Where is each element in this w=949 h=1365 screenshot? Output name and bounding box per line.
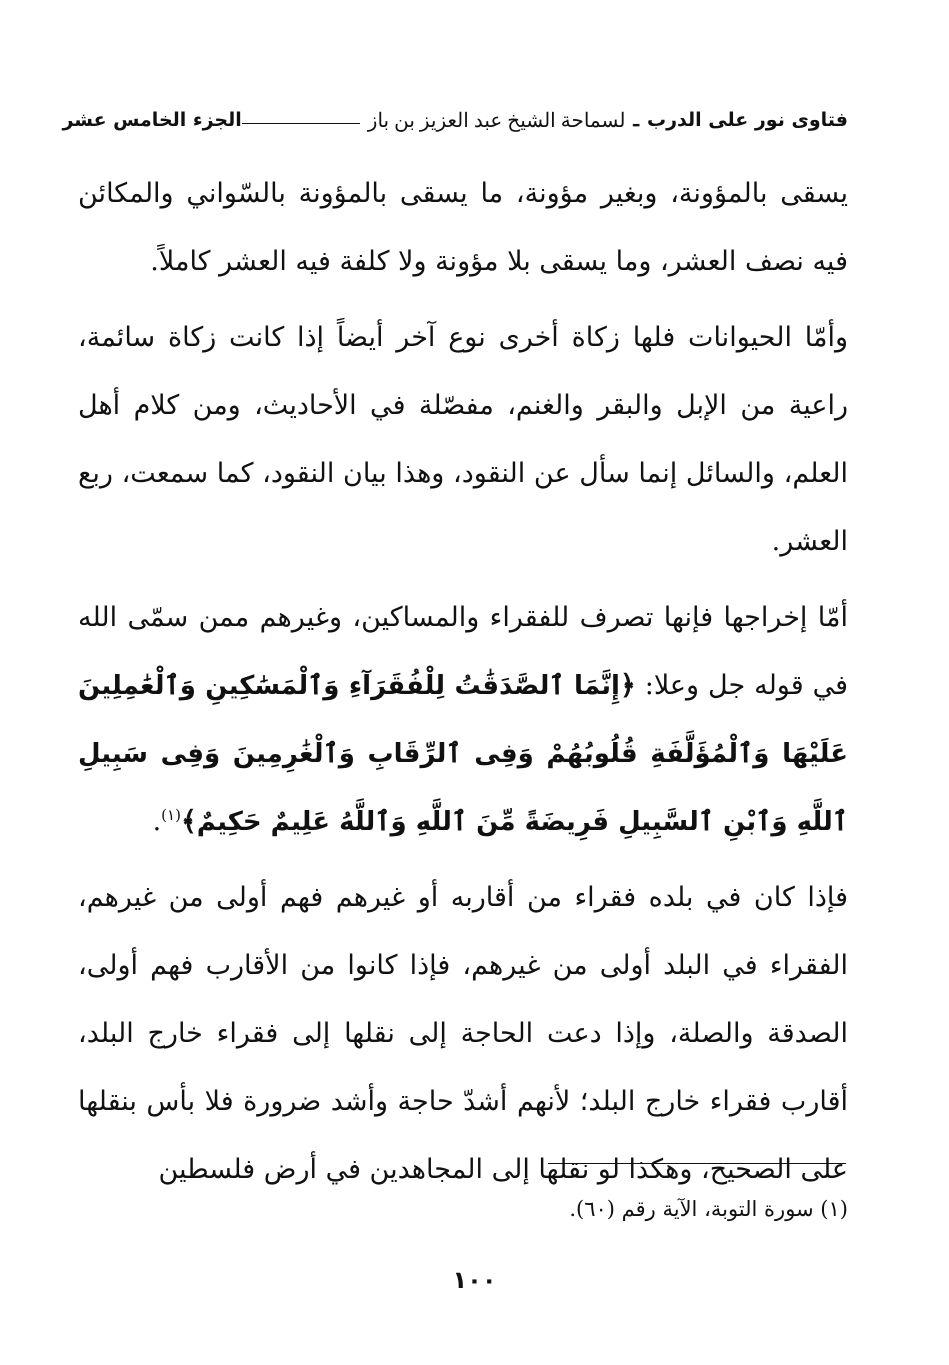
paragraph-relatives: فإذا كان في بلده فقراء من أقاربه أو غيرهم فهم أولى من غيرهم، الفقراء في البلد أولى من غيرهم، فإذا كانوا من الأقارب فهم أولى، الصدقة والصلة، وإذا دعت الحاجة إلى نقلها إلى فقراء خارج البلد، أقارب فقراء خارج البلد؛ لأنهم أشدّ حاجة وأشد ضرورة فلا بأس بنقلها على الصحيح، وهكذا لو نقلها إلى المجاهدين في أرض فلسطين (78, 882, 848, 1185)
paragraph-livestock: وأمّا الحيوانات فلها زكاة أخرى نوع آخر أيضاً إذا كانت زكاة سائمة، راعية من الإبل والبقر والغنم، مفصّلة في الأحاديث، ومن كلام أهل العلم، والسائل إنما سأل عن النقود، وهذا بيان النقود، كما سمعت، ربع العشر. (78, 322, 848, 557)
running-header (62, 103, 848, 137)
header-book-title: فتاوى نور على الدرب (647, 109, 848, 131)
header-author: لسماحة الشيخ عبد العزيز بن باز (367, 109, 626, 132)
header-dash: ـ (633, 109, 639, 131)
main-text (78, 160, 848, 1204)
recipients-intro: أمّا إخراجها فإنها تصرف للفقراء والمساكين، وغيرهم ممن سمّى الله في قوله جل وعلا: (78, 602, 848, 701)
footnote-marker: (١) (161, 806, 181, 824)
verse-end-period: . (152, 806, 162, 837)
footnote-separator (548, 1163, 846, 1164)
footnote: (١) سورة التوبة، الآية رقم (٦٠). (569, 1197, 848, 1221)
page-number: ١٠٠ (452, 1266, 497, 1294)
quran-verse: إِنَّمَا ٱلصَّدَقَٰتُ لِلْفُقَرَآءِ وَٱلْمَسَٰكِينِ وَٱلْعَٰمِلِينَ عَلَيْهَا وَٱلْمُؤَلَّفَةِ قُلُوبُهُمْ وَفِى ٱلرِّقَابِ وَٱلْغَٰرِمِينَ وَفِى سَبِيلِ ٱللَّهِ وَٱبْنِ ٱلسَّبِيلِ فَرِيضَةً مِّنَ ٱللَّهِ وَٱللَّهُ عَلِيمٌ حَكِيمٌ (78, 671, 848, 837)
paragraph-irrigation: يسقى بالمؤونة، وبغير مؤونة، ما يسقى بالمؤونة بالسّواني والمكائن فيه نصف العشر، وما يسقى بلا مؤونة ولا كلفة فيه العشر كاملاً. (78, 178, 848, 277)
paragraph-recipients (78, 584, 848, 856)
quran-bracket-open: ﴿ (619, 670, 636, 701)
header-rule (242, 123, 360, 124)
header-book-info (242, 108, 848, 133)
header-volume: الجزء الخامس عشر (62, 109, 242, 131)
quran-bracket-close: ﴾ (180, 806, 197, 837)
